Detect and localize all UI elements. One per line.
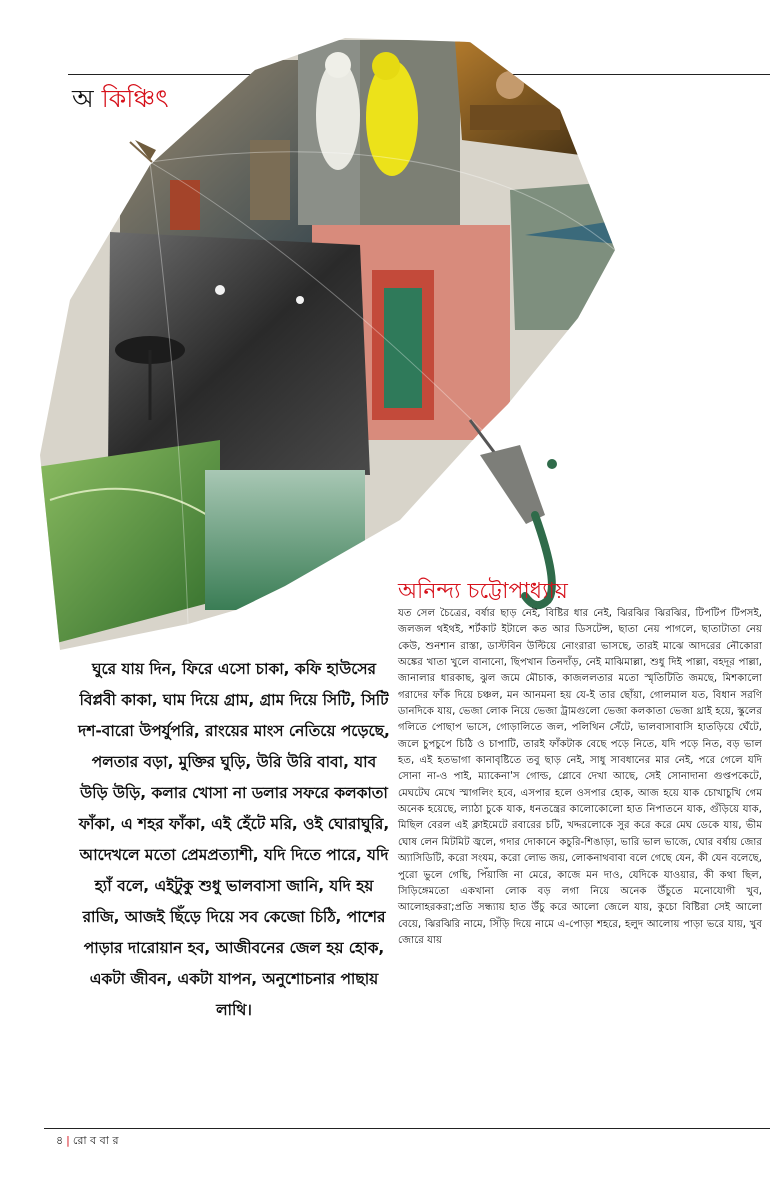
page-number: ৪: [56, 1134, 64, 1147]
pull-quote: ঘুরে যায় দিন, ফিরে এসো চাকা, কফি হাউসের বিপ্লবী কাকা, ঘাম দিয়ে গ্রাম, গ্রাম দিয়ে সিটি, সিটি দশ-বারো উপর্যুপরি, রাংয়ের মাংস নেতিয়ে পড়েছে, পলতার বড়া, মুক্তির ঘুড়ি, উরি উরি বাবা, যাব উড়ি উড়ি, কলার খোসা না ডলার সফরে কলকাতা ফাঁকা, এ শহর ফাঁকা, এই হেঁটে মরি, ওই ঘোরাঘুরি, আদেখলে মতো প্রেমপ্রত্যাশী, যদি দিতে পারে, যদি হ্যাঁ বলে, এইটুকু শুধু ভালবাসা জানি, যদি হয় রাজি, আজই ছিঁড়ে দিয়ে সব কেজো চিঠি, পাশের পাড়ার দারোয়ান হব, আজীবনের জেল হয় হোক, একটা জীবন, একটা যাপন, অনুশোচনার পাছায় লাথি।: [78, 660, 390, 1019]
rickshaw-puller-rain-photo: [455, 40, 620, 160]
section-prefix: অ: [72, 84, 94, 113]
rainy-street-night-photo: [108, 232, 370, 475]
author-name: অনিন্দ্য চট্টোপাধ্যায়: [398, 579, 568, 604]
page-footer: [56, 1134, 119, 1148]
yellow-raincoat-photo: [360, 40, 460, 225]
section-name: কিঞ্চিৎ: [101, 84, 169, 113]
article-body: যত সেল চৈত্রের, বর্ষার ছাড় নেই, বিষ্টির ধার নেই, ঝিরঝির ঝিরঝির, টিপটিপ টিপসই, জলজল থইথই, শর্টকাট ইটালে কত আর ডিসটেন্স, ছাতা নেয় পাগলে, ছাতাটাতা নেয় কেউ, শুনশান রাস্তা, ডাস্টবিন উল্টিয়ে নোংরারা ভাসছে, তারই মাঝে আদরের নৌকোরা অঙ্কের খাতা খুলে বানানো, ছিপখান তিনদাঁড়, নেই মাঝিমাল্লা, শুধু দিই পাল্লা, বহদূর পাল্লা, জানালার ধারকাছ, ঝুল জমে মৌচাক, কাজললতার মতো স্মৃতিটিতি জমছে, মিশকালো গরাদের ফাঁক দিয়ে চঞ্চল, মন আনমনা হয় যে-ই তার ছোঁয়া, গোলমাল যত, বিধান সরণি ডানদিকে যায়, ভেজা লোক নিয়ে ভেজা ট্রামগুলো ভেজা কলকাতা ভেজা থ্রাই হয়ে, স্কুলের গলিতে পোছাপ ভাসে, গোড়ালিতে জল, পলিথিন সেঁটে, ভালবাসাবাসি হাতড়িয়ে ঘেঁটে, জলে চুপচুপে চিঠি ও চাপাটি, তারই ফাঁকটাক বেছে পড়ে নিতে, যদি পড়ে নিত, বড় ভাল হত, এই হতভাগা কানাবৃষ্টিতে তবু ছাড় নেই, সাধু সাবধানের মার নেই, পরে গেলে যদি সোনা না-ও পাই, ম্যাকেনা'স গোল্ড, গ্লোবে দেখা আছে, সেই সোনাদানা গুপ্তপকেটে, মেঘটেঘ মেখে স্মাগলিং হবে, এসপার হলে ওসপার হোক, আজ হয়ে যাক চোখাচুখি গেম অনেক হয়েছে, ল্যাঠা চুকে যাক, ধনতন্ত্রের কালোকোলো হাত নিপাতনে যাক, গুঁড়িয়ে যাক, মিছিল বেরল এই ক্লাইমেটে রবারের চটি, খদ্দরলোকে সুর করে করে মেঘ ডেকে যায়, ভীম ঘোষ লেন মিটমিট জ্বলে, গদার দোকানে কচুরি-শিঙাড়া, ভারি ভাল ভাজে, ঘোর বর্ষায় জোর অ্যাসিডিটি, করো সংযম, করো লোভ জয়, লোকনাথবাবা বলে গেছে যেন, কী যেন বলেছে, পুরো ভুলে গেছি, পিঁয়াজি না মেরে, কাজে মন দাও, যেদিকে যাওয়ার, কী কথা ছিল, সিড়িঙ্গেমতো একখানা লোক বড় লগা নিয়ে অনেক উঁচুতে মনোযোগী খুব, আলোহরকরা;প্রতি সন্ধ্যায় হাত উঁচু করে আলো জেলে যায়, কুচো বিষ্টিরা সেই আলো বেয়ে, ঝিরঝিরি নামে, সিঁড়ি দিয়ে নামে এ-পোড়া শহরে, হলুদ আলোয় পাড়া ভরে যায়, খুব জোরে যায়: [398, 608, 762, 946]
umbrella-tip-photo: [130, 140, 156, 162]
green-leaves-photo: [205, 470, 365, 610]
footer-separator: |: [66, 1134, 70, 1147]
boat-water-photo: [510, 180, 640, 330]
publication-name: রো ব বা র: [72, 1134, 119, 1147]
footer-rule: [44, 1128, 770, 1129]
